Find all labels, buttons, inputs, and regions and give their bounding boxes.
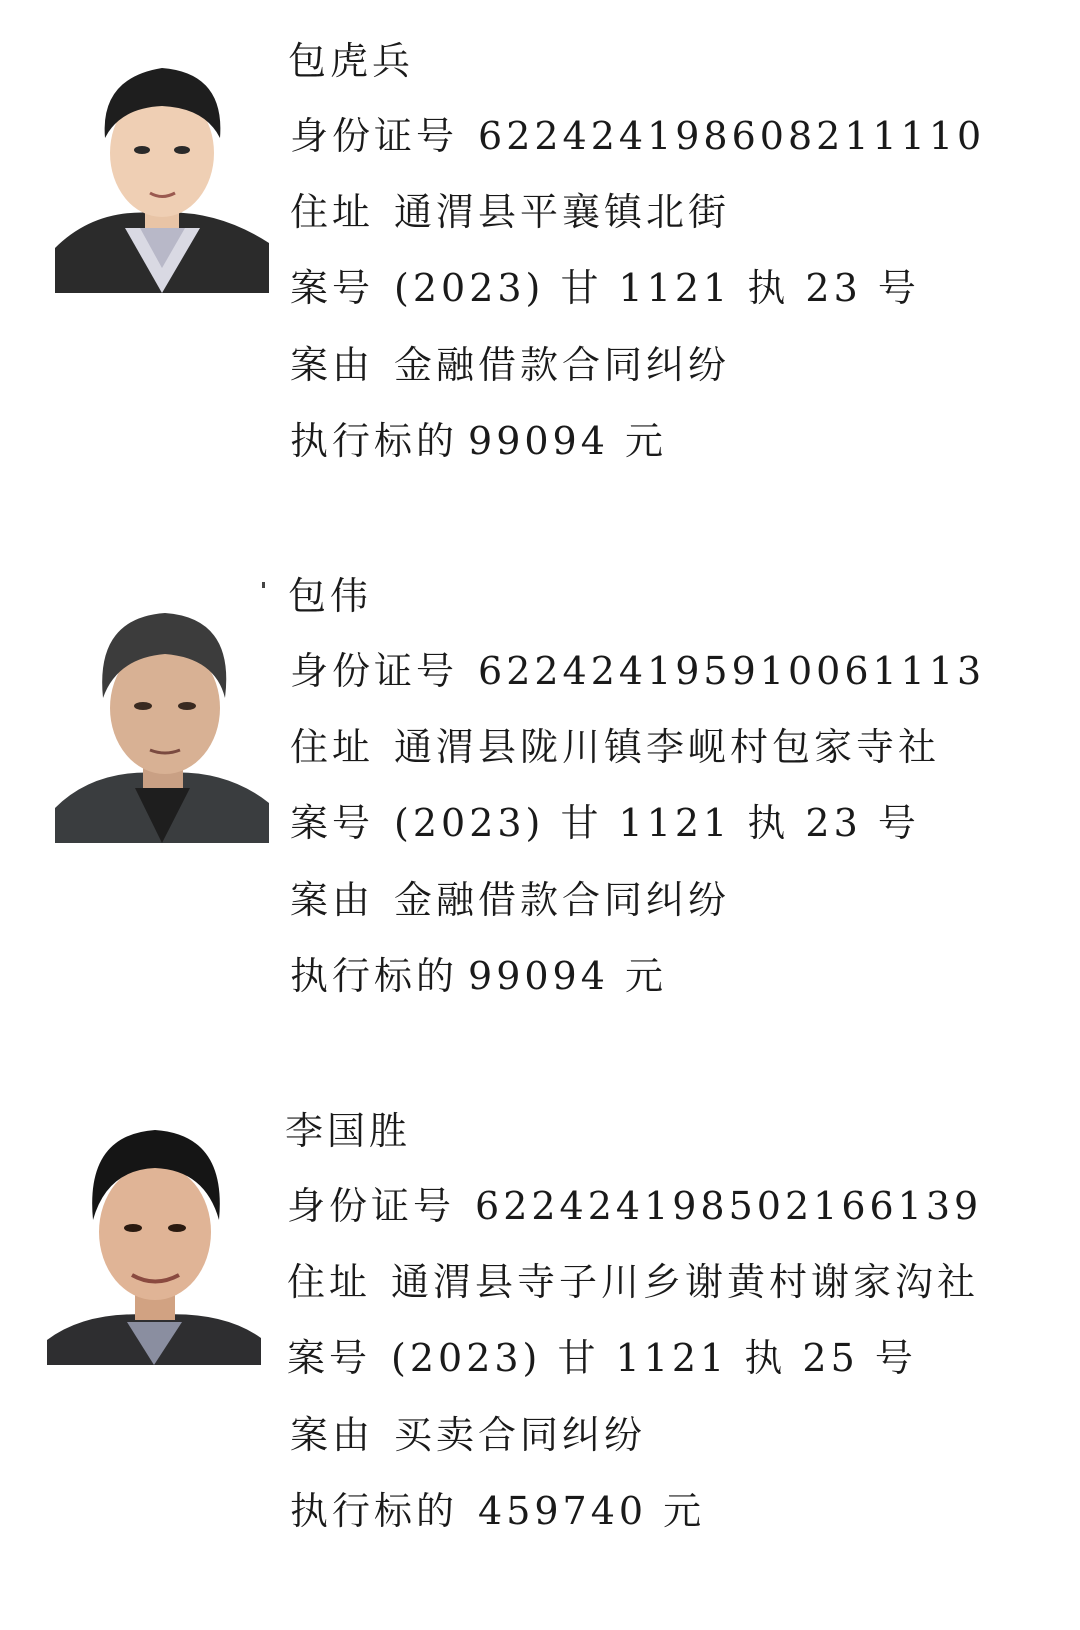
address-label: 住址 [287, 1260, 372, 1304]
address-label: 住址 [290, 190, 375, 234]
cause-row [290, 1413, 647, 1457]
case-label: 案号 [290, 801, 375, 845]
case-label: 案号 [287, 1336, 372, 1380]
portrait-photo [55, 38, 269, 293]
amount-row [290, 1489, 706, 1533]
address-row [287, 1260, 980, 1304]
cause: 买卖合同纠纷 [394, 1413, 647, 1457]
person-name: 包伟 [288, 574, 373, 618]
id-number: 622424195910061113 [478, 649, 986, 693]
id-number-row [290, 114, 986, 158]
cause-row [290, 343, 731, 387]
cause-label: 案由 [290, 343, 375, 387]
amount: 99094 元 [468, 954, 667, 998]
address-label: 住址 [290, 725, 375, 769]
id-number-row [287, 1184, 983, 1228]
id-label: 身份证号 [287, 1184, 456, 1228]
amount-label: 执行标的 [290, 954, 459, 998]
cause: 金融借款合同纠纷 [394, 878, 731, 922]
id-number-row [290, 649, 986, 693]
case-number-row [290, 266, 920, 310]
person-name: 包虎兵 [288, 39, 415, 83]
address: 通渭县陇川镇李岘村包家寺社 [394, 725, 941, 769]
cause: 金融借款合同纠纷 [394, 343, 731, 387]
case-number-row [290, 801, 920, 845]
cause-label: 案由 [290, 878, 375, 922]
case-label: 案号 [290, 266, 375, 310]
portrait-image [55, 38, 269, 293]
amount: 99094 元 [468, 419, 667, 463]
address: 通渭县平襄镇北街 [394, 190, 731, 234]
cause-row [290, 878, 731, 922]
address-row [290, 190, 731, 234]
amount-label: 执行标的 [290, 1489, 459, 1533]
id-label: 身份证号 [290, 649, 459, 693]
id-label: 身份证号 [290, 114, 459, 158]
id-number: 622424198608211110 [478, 114, 986, 158]
amount-label: 执行标的 [290, 419, 459, 463]
amount: 459740 元 [478, 1489, 706, 1533]
address: 通渭县寺子川乡谢黄村谢家沟社 [391, 1260, 980, 1304]
case-number-row [287, 1336, 917, 1380]
portrait-photo [47, 1110, 261, 1365]
case-number: (2023) 甘 1121 执 25 号 [391, 1336, 917, 1380]
portrait-image [55, 588, 269, 843]
case-number: (2023) 甘 1121 执 23 号 [394, 801, 920, 845]
amount-row [290, 419, 667, 463]
portrait-photo [55, 588, 269, 843]
case-number: (2023) 甘 1121 执 23 号 [394, 266, 920, 310]
person-name: 李国胜 [285, 1109, 412, 1153]
portrait-image [47, 1110, 261, 1365]
id-number: 622424198502166139 [475, 1184, 983, 1228]
cause-label: 案由 [290, 1413, 375, 1457]
address-row [290, 725, 941, 769]
amount-row [290, 954, 667, 998]
